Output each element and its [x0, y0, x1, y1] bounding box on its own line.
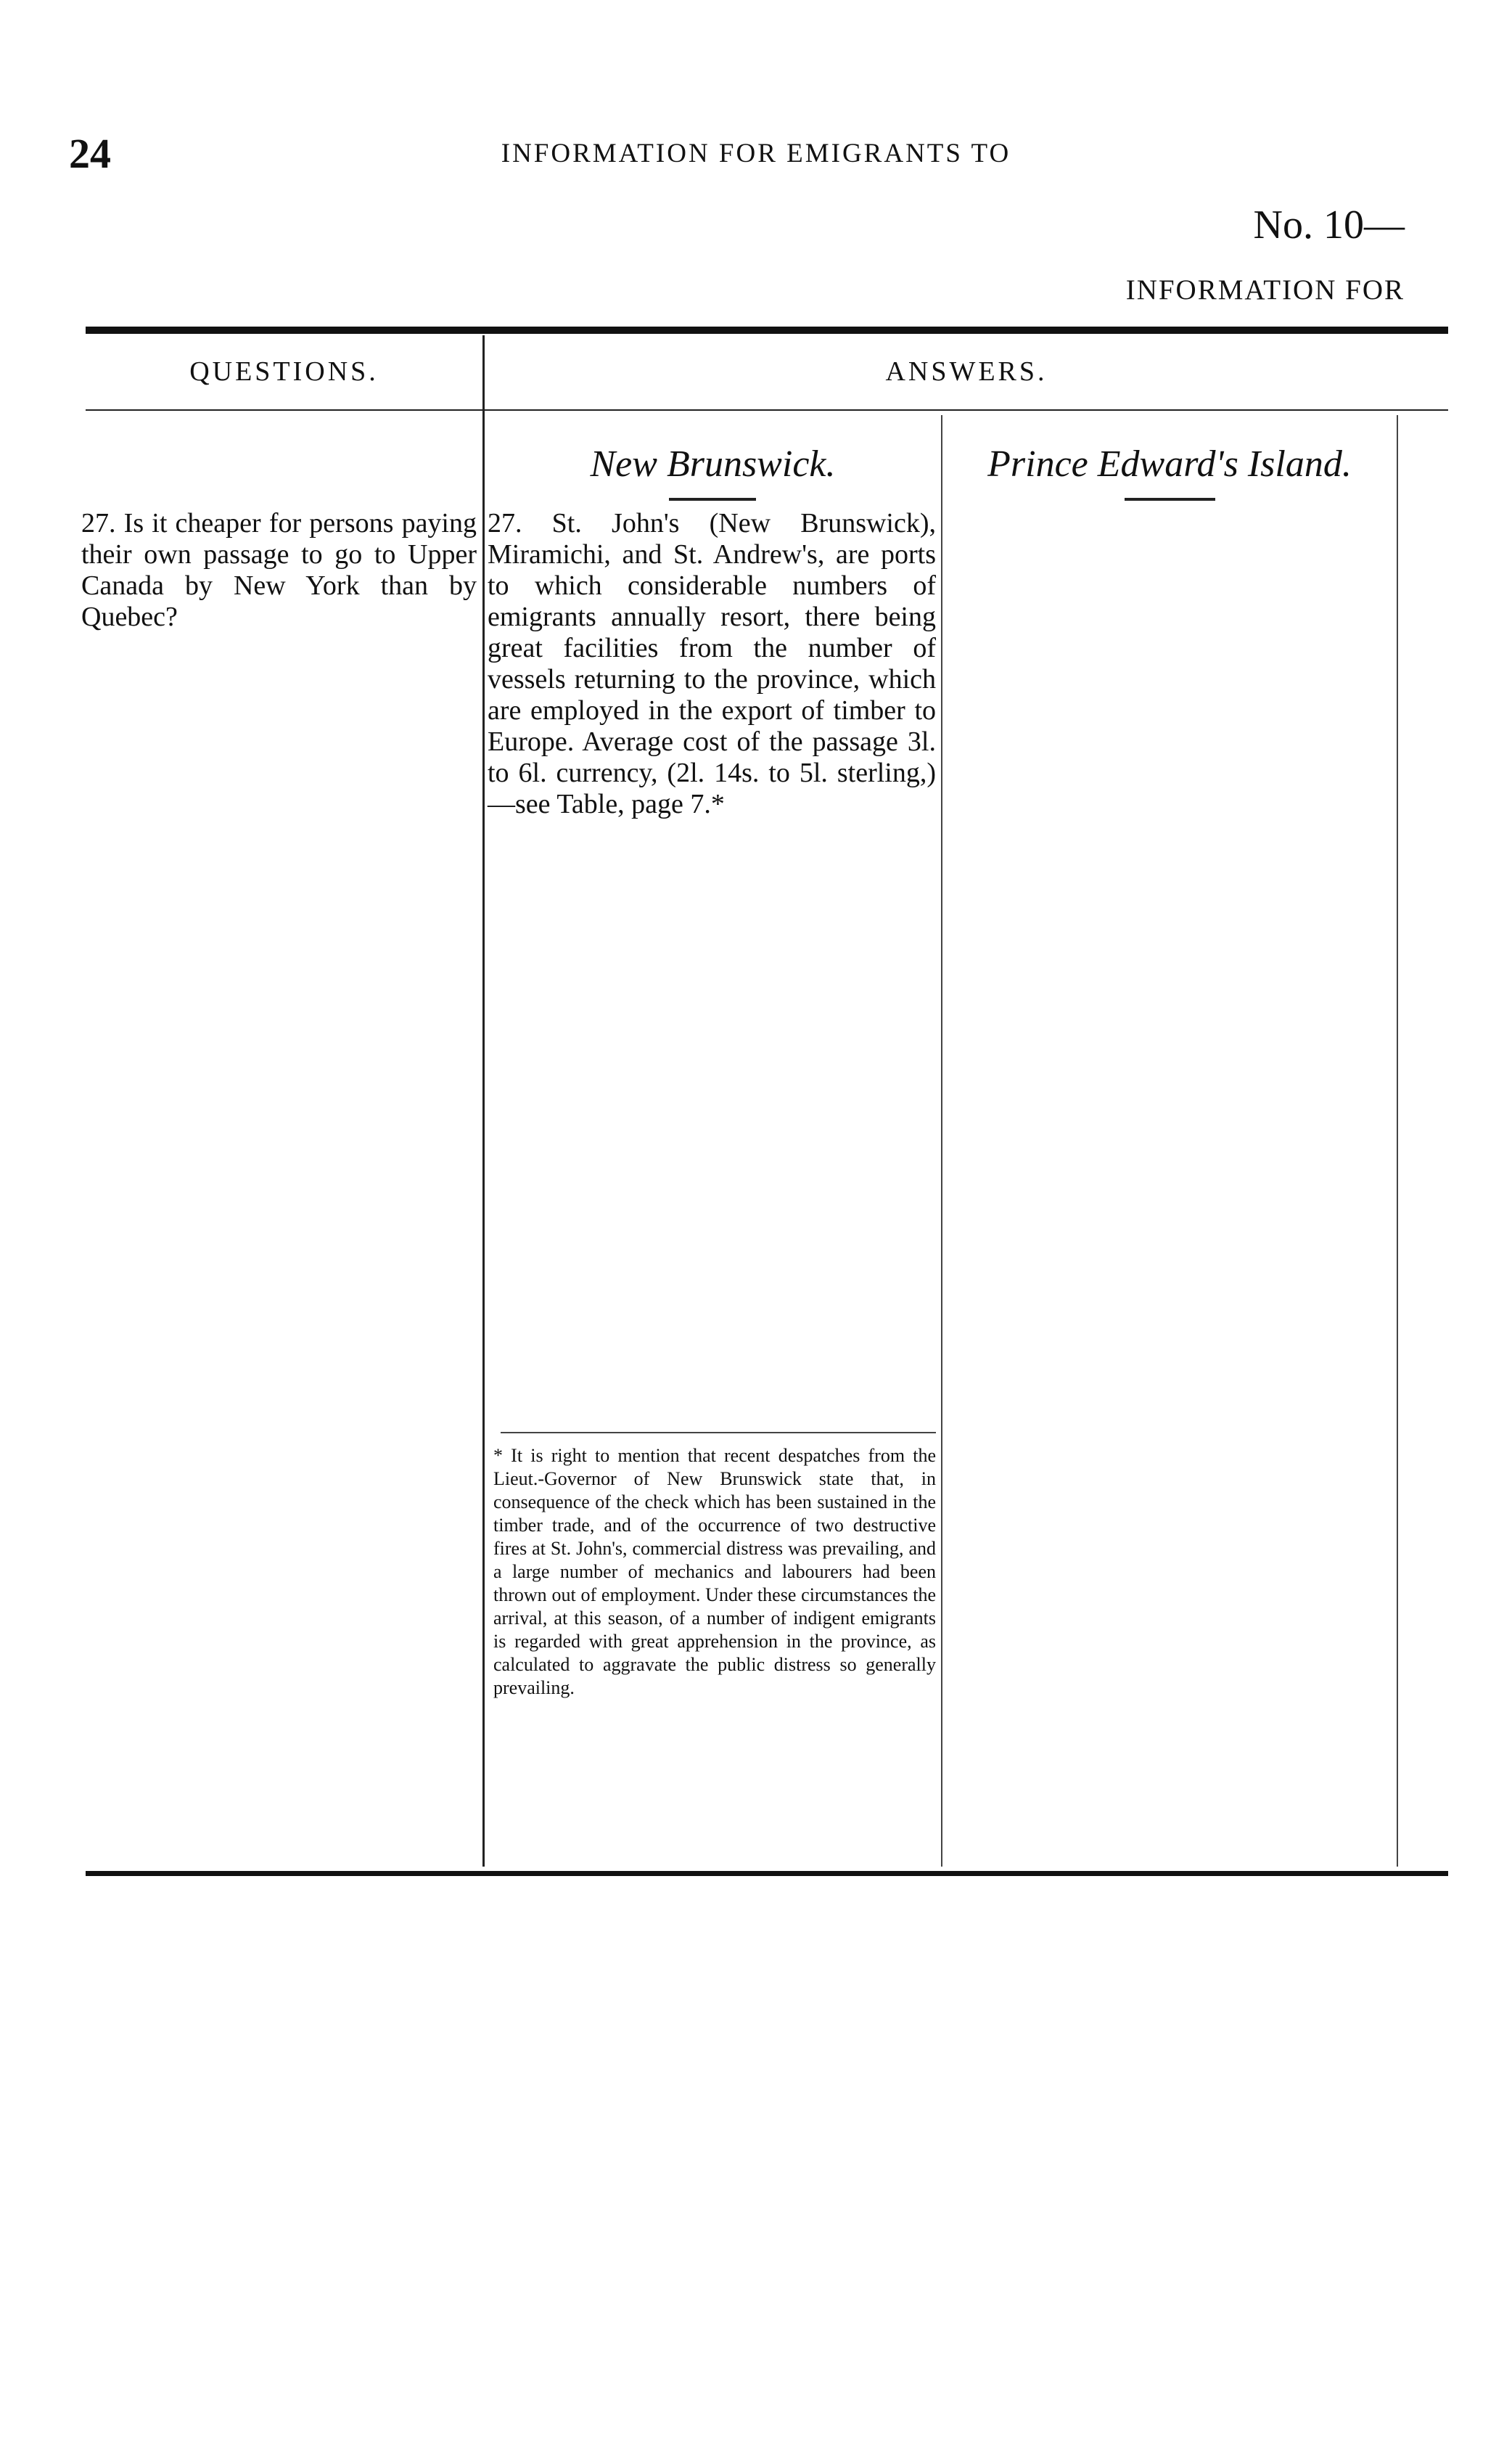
section-rule-new-brunswick — [669, 498, 756, 501]
table-number: No. 10— — [1253, 202, 1405, 247]
table-title: INFORMATION FOR — [1125, 274, 1405, 306]
footnote: * It is right to mention that recent despatches from the Lieut.-Governor of New Brunswick state that, in consequence of the check which has been sustained in the timber trade, and of the occurrence of two destructive fires at St. John's, commercial distress was prevailing, and a large number of mechanics and labourers had been thrown out of employment. Under these circumstances the arrival, at this season, of a number of indigent emigrants is regarded with great apprehension in the province, as calculated to aggravate the public distress so generally prevailing. — [493, 1445, 936, 1698]
column-divider-questions — [482, 335, 485, 1867]
table-top-rule — [86, 327, 1448, 334]
column-divider-right — [1397, 415, 1398, 1867]
questions-header: QUESTIONS. — [189, 356, 379, 387]
footnote-rule — [501, 1432, 936, 1433]
section-rule-prince-edward — [1125, 498, 1215, 501]
column-divider-answers — [941, 415, 942, 1867]
question-27: 27. Is it cheaper for persons paying their own passage to go to Upper Canada by New York than by Quebec? — [81, 508, 477, 632]
table-bottom-rule — [86, 1871, 1448, 1876]
page-number: 24 — [69, 130, 111, 177]
answer-27-new-brunswick: 27. St. John's (New Brunswick), Miramichi, and St. Andrew's, are ports to which considerable numbers of emigrants annually resort, there being great facilities from the number of vessels returning to the province, which are employed in the export of timber to Europe. Average cost of the passage 3l. to 6l. currency, (2l. 14s. to 5l. sterling,)—see Table, page 7.* — [488, 508, 936, 819]
running-title: INFORMATION FOR EMIGRANTS TO — [501, 139, 1011, 168]
section-title-prince-edward: Prince Edward's Island. — [987, 443, 1352, 485]
header-bottom-rule — [86, 409, 1448, 411]
section-title-new-brunswick: New Brunswick. — [590, 443, 836, 485]
answers-header: ANSWERS. — [885, 356, 1048, 387]
